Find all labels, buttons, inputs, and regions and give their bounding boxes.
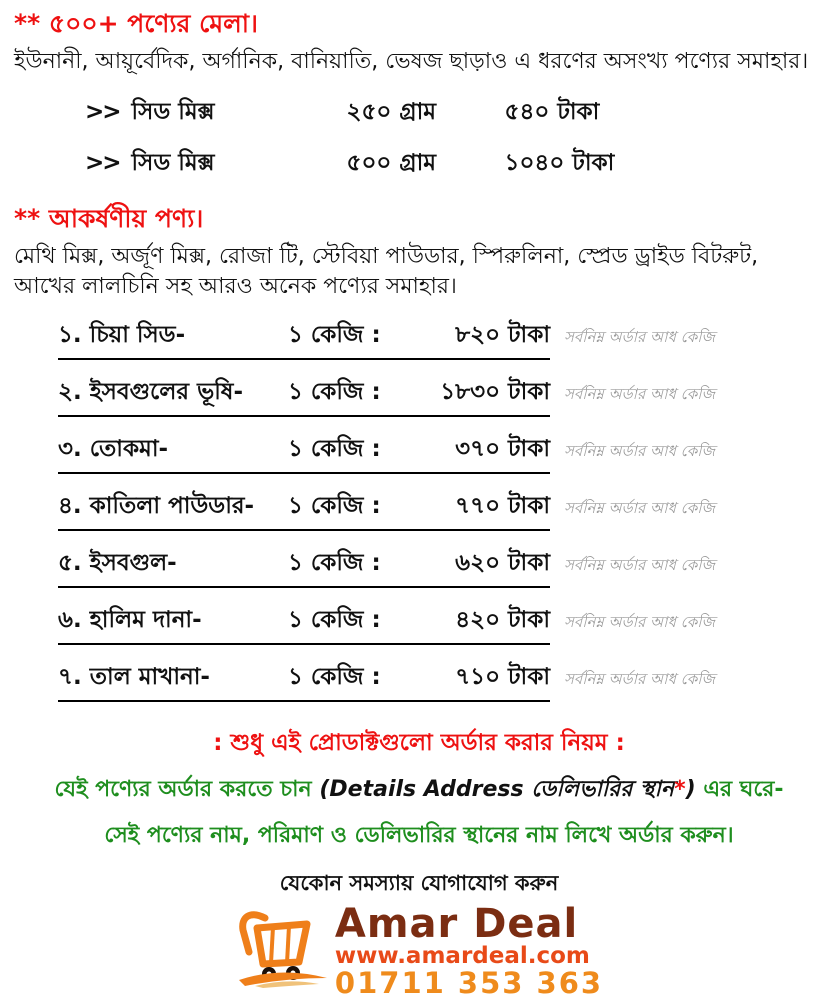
product-row-main <box>58 316 550 360</box>
product-note: সর্বনিম্ন অর্ডার আধ কেজি <box>564 669 715 688</box>
seed-qty: ৫০০ গ্রাম <box>346 149 437 176</box>
product-row <box>58 373 838 417</box>
seed-price: ১০৪০ টাকা <box>504 149 615 176</box>
product-name: ২. ইসবগুলের ভূষি- <box>58 378 244 405</box>
seed-mix-list <box>85 93 838 183</box>
product-row-main <box>58 373 550 417</box>
intro-text: ইউনানী, আয়ূর্বেদিক, অর্গানিক, বানিয়াতি, ভেষজ ছাড়াও এ ধরণের অসংখ্য পণ্যের সমাহার। <box>14 49 809 75</box>
phone-number: 01711 353 363 <box>334 965 604 1000</box>
product-price: ৭১০ টাকা <box>455 663 550 690</box>
product-qty: ১ কেজি : <box>288 663 381 690</box>
seed-name: সিড মিক্স <box>131 149 215 176</box>
rules-asterisk: * <box>674 776 686 802</box>
product-price: ৬২০ টাকা <box>455 549 550 576</box>
product-row-main <box>58 658 550 702</box>
product-name: ৭. তাল মাখানা- <box>58 663 210 690</box>
product-note: সর্বনিম্ন অর্ডার আধ কেজি <box>564 441 715 460</box>
rules-black-close: ) <box>685 776 704 802</box>
logo-text-block <box>334 900 604 1000</box>
order-rules-line-1 <box>0 772 838 809</box>
product-note: সর্বনিম্ন অর্ডার আধ কেজি <box>564 327 715 346</box>
product-row-main <box>58 544 550 588</box>
seed-qty: ২৫০ গ্রাম <box>346 98 437 125</box>
shopping-cart-icon <box>235 906 331 992</box>
product-qty: ১ কেজি : <box>288 435 381 462</box>
seed-mix-row <box>85 93 838 132</box>
product-name: ৫. ইসবগুল- <box>58 549 177 576</box>
product-row <box>58 601 838 645</box>
intro-text-2: মেথি মিক্স, অর্জূণ মিক্স, রোজা টি, স্টেবিয়া পাউডার, স্পিরুলিনা, স্প্রেড ড্রাইড বিটরুট, আখের লালচিনি সহ আরও অনেক পণ্যের সমাহার। <box>14 244 759 299</box>
seed-name: সিড মিক্স <box>131 98 215 125</box>
product-list <box>58 316 838 702</box>
product-price: ১৮৩০ টাকা <box>440 378 550 405</box>
product-row <box>58 658 838 702</box>
product-qty: ১ কেজি : <box>288 378 381 405</box>
order-rules-title: : শুধু এই প্রোডাক্টগুলো অর্ডার করার নিয়ম : <box>213 729 625 756</box>
product-name: ৬. হালিম দানা- <box>58 606 202 633</box>
product-name: ৪. কাতিলা পাউডার- <box>58 492 255 519</box>
row-marker: >> <box>85 98 120 125</box>
flyer-page <box>0 8 838 1000</box>
website-text: www.amardeal.com <box>334 942 590 969</box>
seed-mix-row <box>85 144 838 183</box>
order-rules-line-2: সেই পণ্যের নাম, পরিমাণ ও ডেলিভারির স্থানের নাম লিখে অর্ডার করুন। <box>104 822 734 848</box>
rules-green-text-b: এর ঘরে- <box>703 776 784 802</box>
product-row <box>58 316 838 360</box>
product-qty: ১ কেজি : <box>288 321 381 348</box>
product-price: ৮২০ টাকা <box>455 321 550 348</box>
product-qty: ১ কেজি : <box>288 492 381 519</box>
product-row-main <box>58 430 550 474</box>
product-price: ৪২০ টাকা <box>455 606 550 633</box>
row-marker: >> <box>85 149 120 176</box>
product-row <box>58 544 838 588</box>
brand-name: Amar Deal <box>334 900 579 947</box>
product-note: সর্বনিম্ন অর্ডার আধ কেজি <box>564 555 715 574</box>
contact-text: যেকোন সমস্যায় যোগাযোগ করুন <box>279 870 559 895</box>
product-name: ৩. তোকমা- <box>58 435 169 462</box>
product-row <box>58 487 838 531</box>
heading-products-fair: ** ৫০০+ পণ্যের মেলা। <box>14 9 258 38</box>
amardeal-logo <box>0 900 838 1000</box>
product-note: সর্বনিম্ন অর্ডার আধ কেজি <box>564 612 715 631</box>
product-price: ৭৭০ টাকা <box>455 492 550 519</box>
product-row <box>58 430 838 474</box>
product-price: ৩৭০ টাকা <box>455 435 550 462</box>
product-row-main <box>58 601 550 645</box>
product-qty: ১ কেজি : <box>288 549 381 576</box>
seed-price: ৫৪০ টাকা <box>504 98 600 125</box>
rules-green-text: যেই পণ্যের অর্ডার করতে চান <box>54 776 320 802</box>
product-name: ১. চিয়া সিড- <box>58 321 186 348</box>
heading-attractive-products: ** আকর্ষণীয় পণ্য। <box>14 203 204 233</box>
product-qty: ১ কেজি : <box>288 606 381 633</box>
product-note: সর্বনিম্ন অর্ডার আধ কেজি <box>564 384 715 403</box>
rules-black-italic-text: (Details Address ডেলিভারির স্থান <box>319 776 675 802</box>
product-note: সর্বনিম্ন অর্ডার আধ কেজি <box>564 498 715 517</box>
product-row-main <box>58 487 550 531</box>
